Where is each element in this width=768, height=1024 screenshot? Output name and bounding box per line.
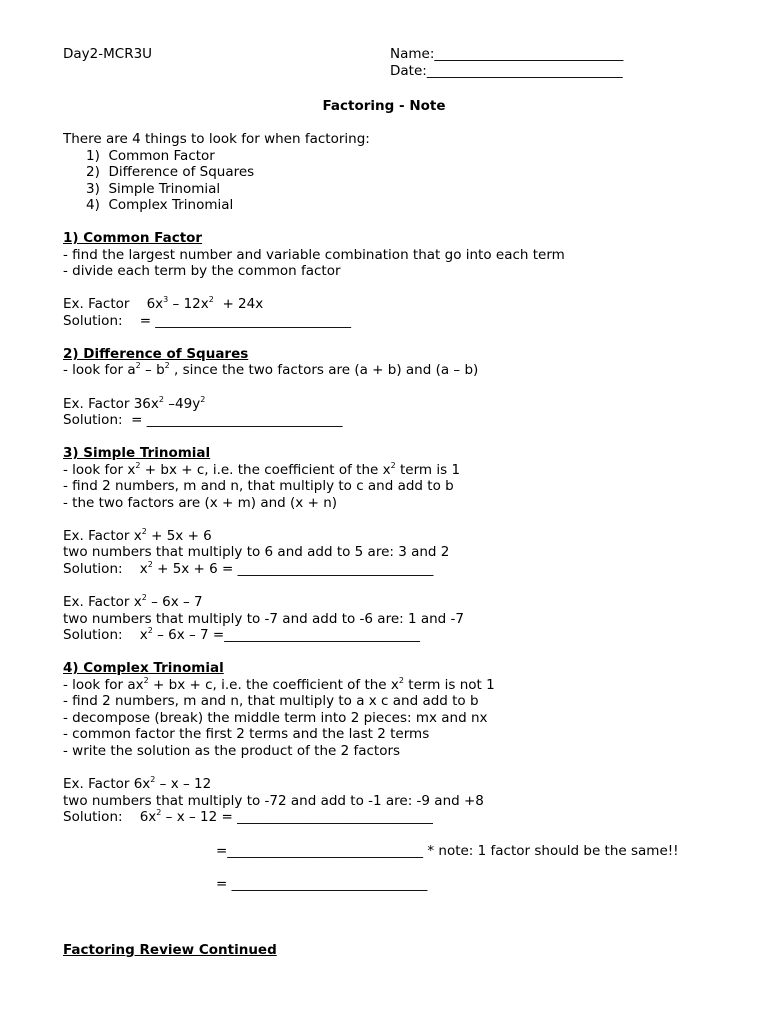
list-item: 1) Common Factor xyxy=(86,148,215,164)
superscript: 2 xyxy=(135,361,141,370)
text: Ex. Factor x xyxy=(63,528,142,544)
text: - look for x xyxy=(63,462,136,478)
section-heading-factoring-review: Factoring Review Continued xyxy=(63,942,277,958)
superscript: 2 xyxy=(208,295,214,304)
solution-line: =_____________________________ * note: 1 factor should be the same!! xyxy=(216,843,679,859)
superscript: 2 xyxy=(158,395,164,404)
solution-line xyxy=(63,627,420,643)
text: term is 1 xyxy=(395,462,461,478)
text-line xyxy=(63,462,460,478)
superscript: 2 xyxy=(141,527,147,536)
text: + 5x + 6 = _____________________________ xyxy=(152,561,434,577)
text: term is not 1 xyxy=(404,677,495,693)
text-line: two numbers that multiply to -7 and add to -6 are: 1 and -7 xyxy=(63,611,464,627)
section-heading-simple-trinomial: 3) Simple Trinomial xyxy=(63,445,211,461)
text: Solution: x xyxy=(63,627,148,643)
text-line: - common factor the first 2 terms and the last 2 terms xyxy=(63,726,430,742)
text-line: - decompose (break) the middle term into 2 pieces: mx and nx xyxy=(63,710,488,726)
superscript: 2 xyxy=(200,395,206,404)
text: –49y xyxy=(163,396,201,412)
text: Ex. Factor x xyxy=(63,594,142,610)
page-title: Factoring - Note xyxy=(322,98,446,114)
list-item: 2) Difference of Squares xyxy=(86,164,255,180)
example-line xyxy=(63,594,203,610)
text: , since the two factors are (a + b) and (a – b) xyxy=(169,362,479,378)
text: – 6x – 7 =_____________________________ xyxy=(152,627,420,643)
text: - look for ax xyxy=(63,677,144,693)
solution-line xyxy=(63,809,433,825)
text: + 5x + 6 xyxy=(146,528,212,544)
text-line: - the two factors are (x + m) and (x + n) xyxy=(63,495,338,511)
text: Solution: x xyxy=(63,561,148,577)
section-heading-common-factor: 1) Common Factor xyxy=(63,230,203,246)
superscript: 2 xyxy=(147,560,153,569)
text-line: two numbers that multiply to 6 and add to 5 are: 3 and 2 xyxy=(63,544,450,560)
superscript: 2 xyxy=(141,593,147,602)
text-line: - find the largest number and variable combination that go into each term xyxy=(63,247,565,263)
intro-text: There are 4 things to look for when factoring: xyxy=(63,131,370,147)
list-item: 4) Complex Trinomial xyxy=(86,197,234,213)
solution-line: Solution: = _____________________________ xyxy=(63,412,343,428)
text-line: - find 2 numbers, m and n, that multiply to c and add to b xyxy=(63,478,454,494)
text: + 24x xyxy=(213,296,264,312)
text: Ex. Factor 6x xyxy=(63,776,151,792)
superscript: 2 xyxy=(135,461,141,470)
superscript: 2 xyxy=(143,676,149,685)
section-heading-difference-of-squares: 2) Difference of Squares xyxy=(63,346,249,362)
course-code: Day2-MCR3U xyxy=(63,46,153,62)
superscript: 2 xyxy=(147,626,153,635)
text-line xyxy=(63,677,495,693)
text: – b xyxy=(140,362,165,378)
superscript: 2 xyxy=(398,676,404,685)
example-line xyxy=(63,776,211,792)
list-item: 3) Simple Trinomial xyxy=(86,181,221,197)
text: - look for a xyxy=(63,362,136,378)
superscript: 2 xyxy=(156,808,162,817)
text-line: - write the solution as the product of the 2 factors xyxy=(63,743,401,759)
example-line xyxy=(63,296,263,312)
date-field: Date:_____________________________ xyxy=(390,63,623,79)
text: – x – 12 xyxy=(155,776,212,792)
superscript: 2 xyxy=(390,461,396,470)
superscript: 2 xyxy=(164,361,170,370)
text-line: - divide each term by the common factor xyxy=(63,263,341,279)
text: – 6x – 7 xyxy=(146,594,203,610)
text: + bx + c, i.e. the coefficient of the x xyxy=(140,462,391,478)
section-heading-complex-trinomial: 4) Complex Trinomial xyxy=(63,660,224,676)
solution-line: = _____________________________ xyxy=(216,876,428,892)
text: Ex. Factor 36x xyxy=(63,396,159,412)
text: Ex. Factor 6x xyxy=(63,296,164,312)
text-line xyxy=(63,362,478,378)
text: Solution: 6x xyxy=(63,809,157,825)
text-line: two numbers that multiply to -72 and add to -1 are: -9 and +8 xyxy=(63,793,484,809)
superscript: 3 xyxy=(163,295,169,304)
solution-line xyxy=(63,561,433,577)
text: – x – 12 = _____________________________ xyxy=(161,809,433,825)
superscript: 2 xyxy=(150,775,156,784)
text-line: - find 2 numbers, m and n, that multiply to a x c and add to b xyxy=(63,693,479,709)
example-line xyxy=(63,528,212,544)
text: – 12x xyxy=(168,296,209,312)
example-line xyxy=(63,396,205,412)
name-field: Name:____________________________ xyxy=(390,46,624,62)
text: + bx + c, i.e. the coefficient of the x xyxy=(148,677,399,693)
solution-line: Solution: = _____________________________ xyxy=(63,313,352,329)
